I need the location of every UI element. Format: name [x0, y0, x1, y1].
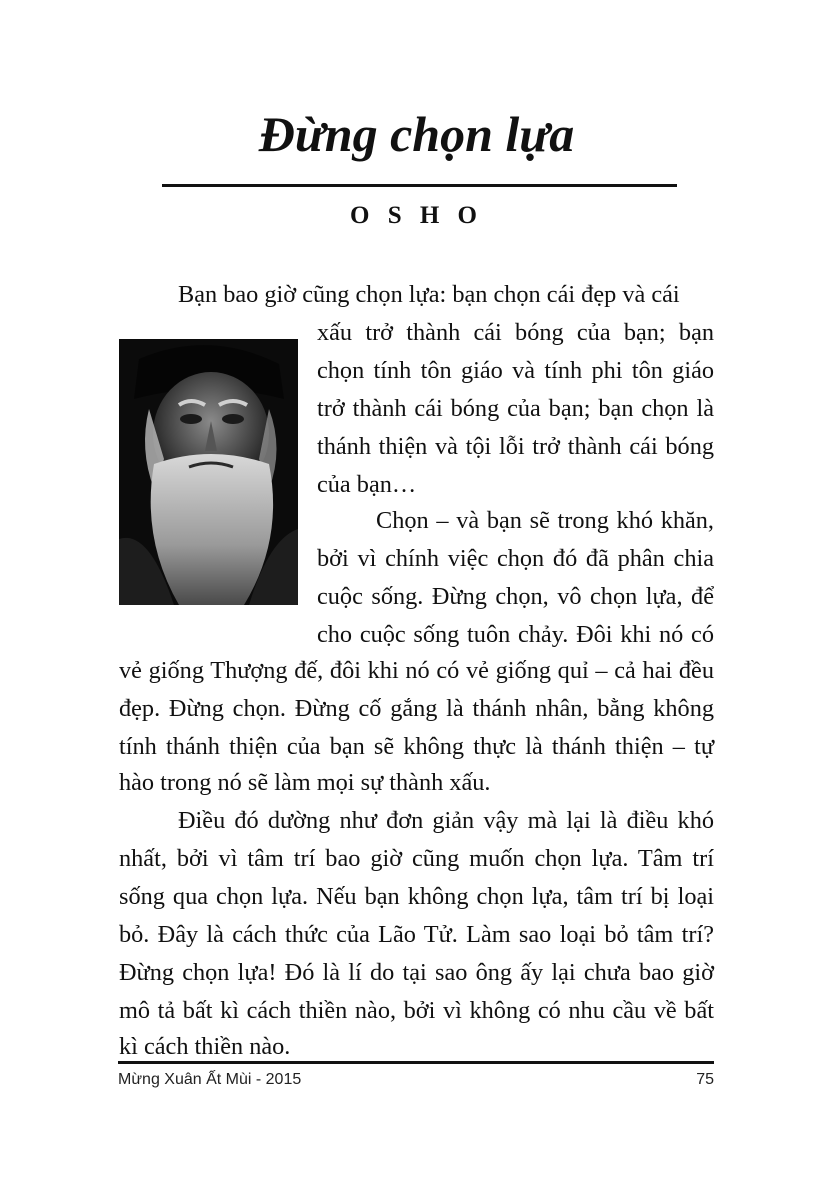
paragraph-line: thánh thiện và tội lỗi trở thành cái bóng [317, 433, 714, 460]
paragraph-line: kì cách thiền nào. [119, 1033, 291, 1060]
paragraph-line: vẻ giống Thượng đế, đôi khi nó có vẻ giống quỉ – cả hai đều [119, 657, 714, 684]
paragraph-line: của bạn… [317, 471, 417, 498]
paragraph-line: chọn tính tôn giáo và tính phi tôn giáo [317, 357, 714, 384]
paragraph-line: Chọn – và bạn sẽ trong khó khăn, [376, 507, 714, 534]
paragraph-line: cuộc sống. Đừng chọn, vô chọn lựa, để [317, 583, 714, 610]
paragraph-line: cho cuộc sống tuôn chảy. Đôi khi nó có [317, 621, 714, 648]
footer-divider [118, 1061, 714, 1064]
paragraph-line: nhất, bởi vì tâm trí bao giờ cũng muốn chọn lựa. Tâm trí [119, 845, 714, 872]
page-number: 75 [696, 1071, 714, 1088]
author-name: O S H O [350, 202, 483, 229]
paragraph-line: mô tả bất kì cách thiền nào, bởi vì không có nhu cầu về bất [119, 997, 714, 1024]
paragraph-line: xấu trở thành cái bóng của bạn; bạn [317, 319, 714, 346]
paragraph-line: đẹp. Đừng chọn. Đừng cố gắng là thánh nhân, bằng không [119, 695, 714, 722]
title-divider [162, 184, 677, 187]
paragraph-line: trở thành cái bóng của bạn; bạn chọn là [317, 395, 714, 422]
page-title: Đừng chọn lựa [258, 106, 575, 162]
paragraph-line: Điều đó dường như đơn giản vậy mà lại là điều khó [178, 807, 714, 834]
paragraph-line: bởi vì chính việc chọn đó đã phân chia [317, 545, 714, 572]
paragraph-line: bỏ. Đây là cách thức của Lão Tử. Làm sao loại bỏ tâm trí? [119, 921, 714, 948]
footer-caption: Mừng Xuân Ất Mùi - 2015 [118, 1071, 302, 1088]
paragraph-line: Đừng chọn lựa! Đó là lí do tại sao ông ấy lại chưa bao giờ [119, 959, 714, 986]
paragraph-line: tính thánh thiện của bạn sẽ không thực là thánh thiện – tự [119, 733, 714, 760]
paragraph-line: Bạn bao giờ cũng chọn lựa: bạn chọn cái đẹp và cái [178, 281, 680, 308]
paragraph-line: hào trong nó sẽ làm mọi sự thành xấu. [119, 769, 491, 796]
portrait-photo-icon [119, 339, 298, 605]
paragraph-line: sống qua chọn lựa. Nếu bạn không chọn lựa, tâm trí bị loại [119, 883, 714, 910]
portrait-photo [119, 339, 298, 605]
